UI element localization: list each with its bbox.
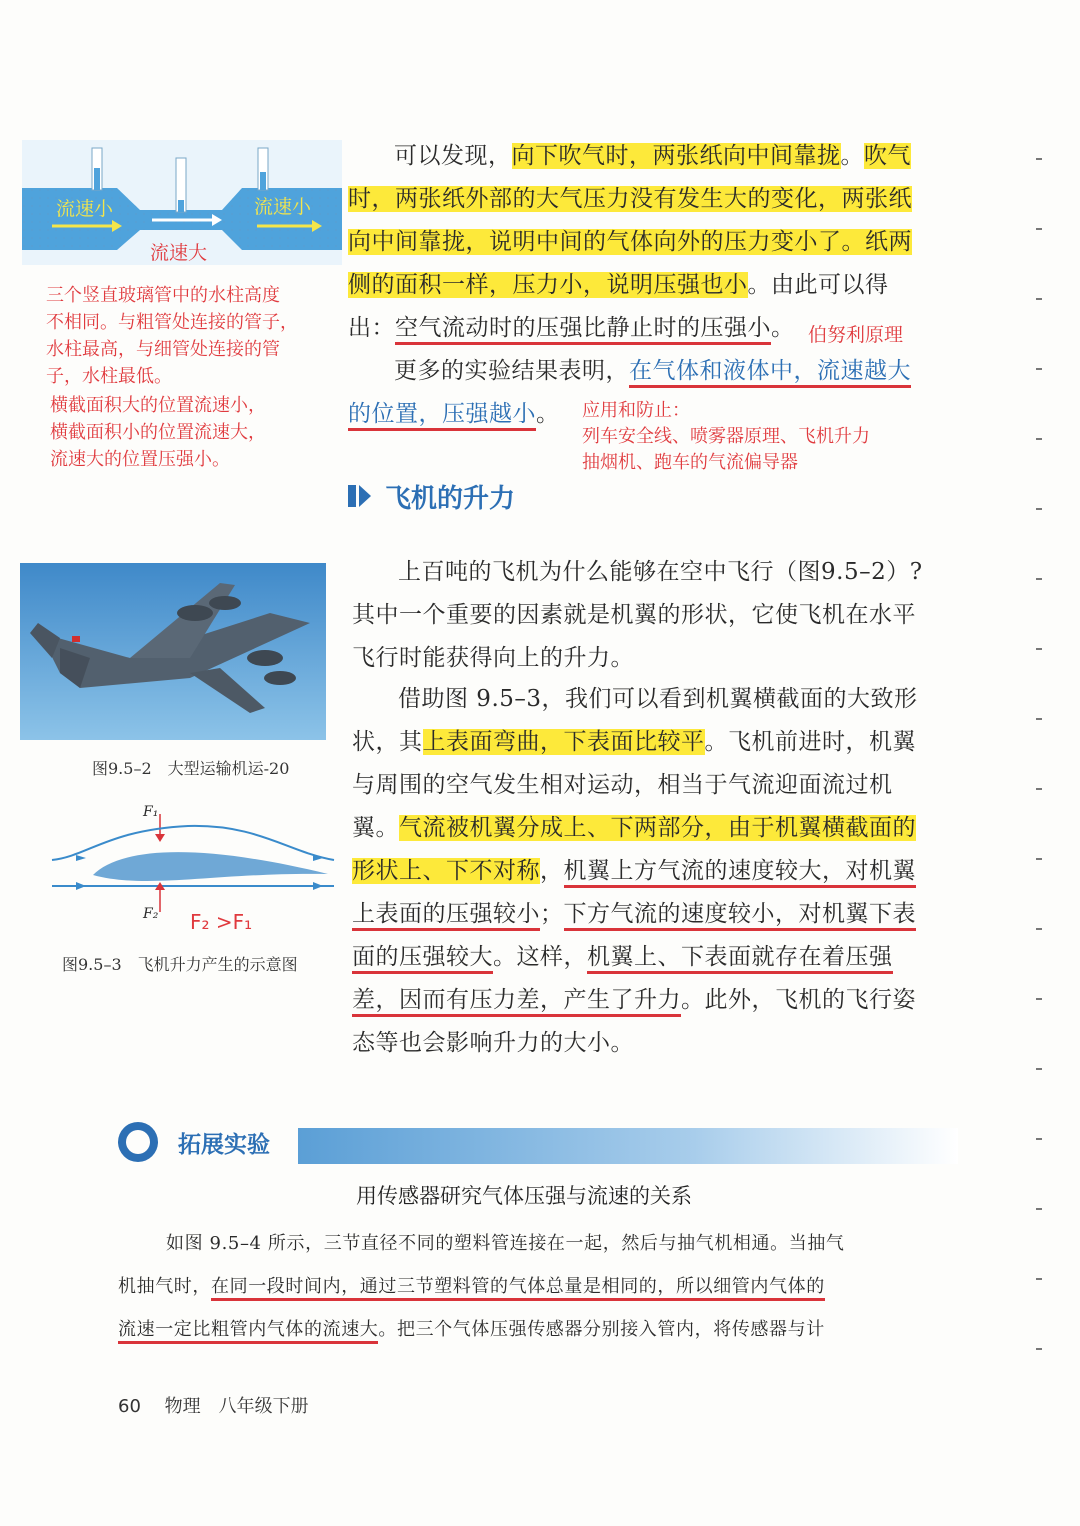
- annotation-line: 水柱最高，与细管处连接的管: [46, 339, 280, 360]
- text: 。此外，飞机的飞行姿: [681, 987, 916, 1013]
- page-number: 60: [118, 1396, 141, 1417]
- bernoulli-annotation: 伯努利原理: [808, 324, 904, 346]
- text: 更多的实验结果表明，: [394, 358, 629, 384]
- highlighted-text: 时，两张纸外部的大气压力没有发生大的变化，两张纸: [348, 186, 912, 212]
- underlined-text: 机翼上、下表面就存在着压强: [587, 944, 893, 974]
- annotation-line: 流速大的位置压强小。: [50, 449, 230, 470]
- text: 。这样，: [493, 944, 587, 970]
- text: 。把三个气体压强传感器分别接入管内，将传感器与计: [378, 1319, 825, 1340]
- text-line: 飞行时能获得向上的升力。: [352, 645, 634, 671]
- section-marker-icon: [348, 485, 356, 507]
- annotation-line: 列车安全线、喷雾器原理、飞机升力: [582, 426, 870, 447]
- force-f2-label: F₂: [143, 906, 159, 922]
- underlined-text: 在同一段时间内，通过三节塑料管的气体总量是相同的，所以细管内气体的: [211, 1276, 825, 1301]
- figure2-caption: 图9.5–2 大型运输机运-20: [92, 759, 290, 778]
- figure3-caption: 图9.5–3 飞机升力产生的示意图: [62, 955, 298, 974]
- section-heading: [348, 478, 515, 514]
- text: 状，其: [352, 729, 423, 755]
- text: 。: [840, 143, 864, 169]
- text-line: 与周围的空气发生相对运动，相当于气流迎面流过机: [352, 772, 893, 798]
- annotation-line: 横截面积大的位置流速小，: [50, 395, 266, 416]
- section-title: 飞机的升力: [385, 483, 516, 514]
- wing-lift-diagram: [48, 800, 338, 935]
- underlined-text: 下方气流的速度较小，对机翼下表: [564, 901, 917, 931]
- annotation-line: 不相同。与粗管处连接的管子，: [46, 312, 298, 333]
- underlined-text: 流速一定比粗管内气体的流速大: [118, 1319, 378, 1344]
- highlighted-text: 上表面弯曲，下表面比较平: [422, 729, 705, 755]
- annotation-line: 三个竖直玻璃管中的水柱高度: [46, 285, 280, 306]
- banner-title: 拓展实验: [178, 1132, 270, 1158]
- paragraph-airplane-question: [352, 551, 932, 680]
- text: ，: [540, 858, 564, 884]
- highlighted-text: 向中间靠拢，说明中间的气体向外的压力变小了。纸两: [348, 229, 912, 255]
- text: 翼。: [352, 815, 399, 841]
- text: 。: [771, 315, 795, 341]
- extension-banner: [118, 1120, 958, 1170]
- text-line: 态等也会影响升力的大小。: [352, 1030, 634, 1056]
- figure1-annotation: [46, 282, 298, 390]
- underlined-text: 差，因而有压力差，产生了升力: [352, 987, 681, 1017]
- figure1-annotation-2: [50, 392, 266, 473]
- text: ；: [540, 901, 564, 927]
- flow-slow-left-label: 流速小: [56, 198, 114, 220]
- text: 。: [536, 401, 560, 427]
- venturi-figure: [22, 140, 342, 265]
- flow-fast-label: 流速大: [150, 242, 208, 264]
- airplane-photo: [20, 563, 326, 740]
- text: 出：: [348, 315, 395, 341]
- underlined-text: 上表面的压强较小: [352, 901, 540, 931]
- text-line: 上百吨的飞机为什么能够在空中飞行（图9.5–2）?: [398, 559, 923, 585]
- underlined-text: 空气流动时的压强比静止时的压强小: [395, 315, 771, 345]
- highlighted-text: 吹气: [864, 143, 911, 169]
- text: 可以发现，: [394, 143, 512, 169]
- paragraph-conclusion: [348, 135, 938, 350]
- annotation-line: 应用和防止：: [582, 400, 690, 421]
- experiment-title: 用传感器研究气体压强与流速的关系: [356, 1184, 692, 1208]
- highlighted-text: 侧的面积一样，压力小，说明压强也小: [348, 272, 748, 298]
- highlighted-text: 形状上、下不对称: [352, 858, 540, 884]
- banner-bar: [298, 1128, 958, 1164]
- force-f1-label: F₁: [143, 804, 159, 820]
- text-line: 借助图 9.5–3，我们可以看到机翼横截面的大致形: [398, 686, 918, 712]
- page-footer: [118, 1392, 309, 1418]
- text: 机抽气时，: [118, 1276, 211, 1297]
- underlined-text: 的位置，压强越小: [348, 401, 536, 431]
- application-annotation: [582, 398, 870, 476]
- underlined-text: 面的压强较大: [352, 944, 493, 974]
- force-comparison-annotation: F₂ >F₁: [190, 910, 253, 934]
- paragraph-experiment: [118, 1222, 938, 1351]
- highlighted-text: 气流被机翼分成上、下两部分，由于机翼横截面的: [399, 815, 916, 841]
- section-marker-icon-arrow: [359, 485, 371, 507]
- highlighted-text: 向下吹气时，两张纸向中间靠拢: [511, 143, 841, 169]
- annotation-line: 抽烟机、跑车的气流偏导器: [582, 452, 798, 473]
- text: 。由此可以得: [747, 272, 889, 298]
- underlined-text: 在气体和液体中，流速越大: [629, 358, 911, 388]
- text-line: 其中一个重要的因素就是机翼的形状，它使飞机在水平: [352, 602, 916, 628]
- underlined-text: 机翼上方气流的速度较大，对机翼: [564, 858, 917, 888]
- banner-ring-inner: [126, 1130, 150, 1154]
- annotation-line: 横截面积小的位置流速大，: [50, 422, 266, 443]
- annotation-line: 子，水柱最低。: [46, 366, 172, 387]
- paragraph-wing-explanation: [352, 678, 932, 1065]
- book-title: 物理 八年级下册: [164, 1396, 309, 1417]
- flow-slow-right-label: 流速小: [254, 196, 312, 218]
- text-line: 如图 9.5–4 所示，三节直径不同的塑料管连接在一起，然后与抽气机相通。当抽气: [166, 1233, 845, 1254]
- text: 。飞机前进时，机翼: [704, 729, 916, 755]
